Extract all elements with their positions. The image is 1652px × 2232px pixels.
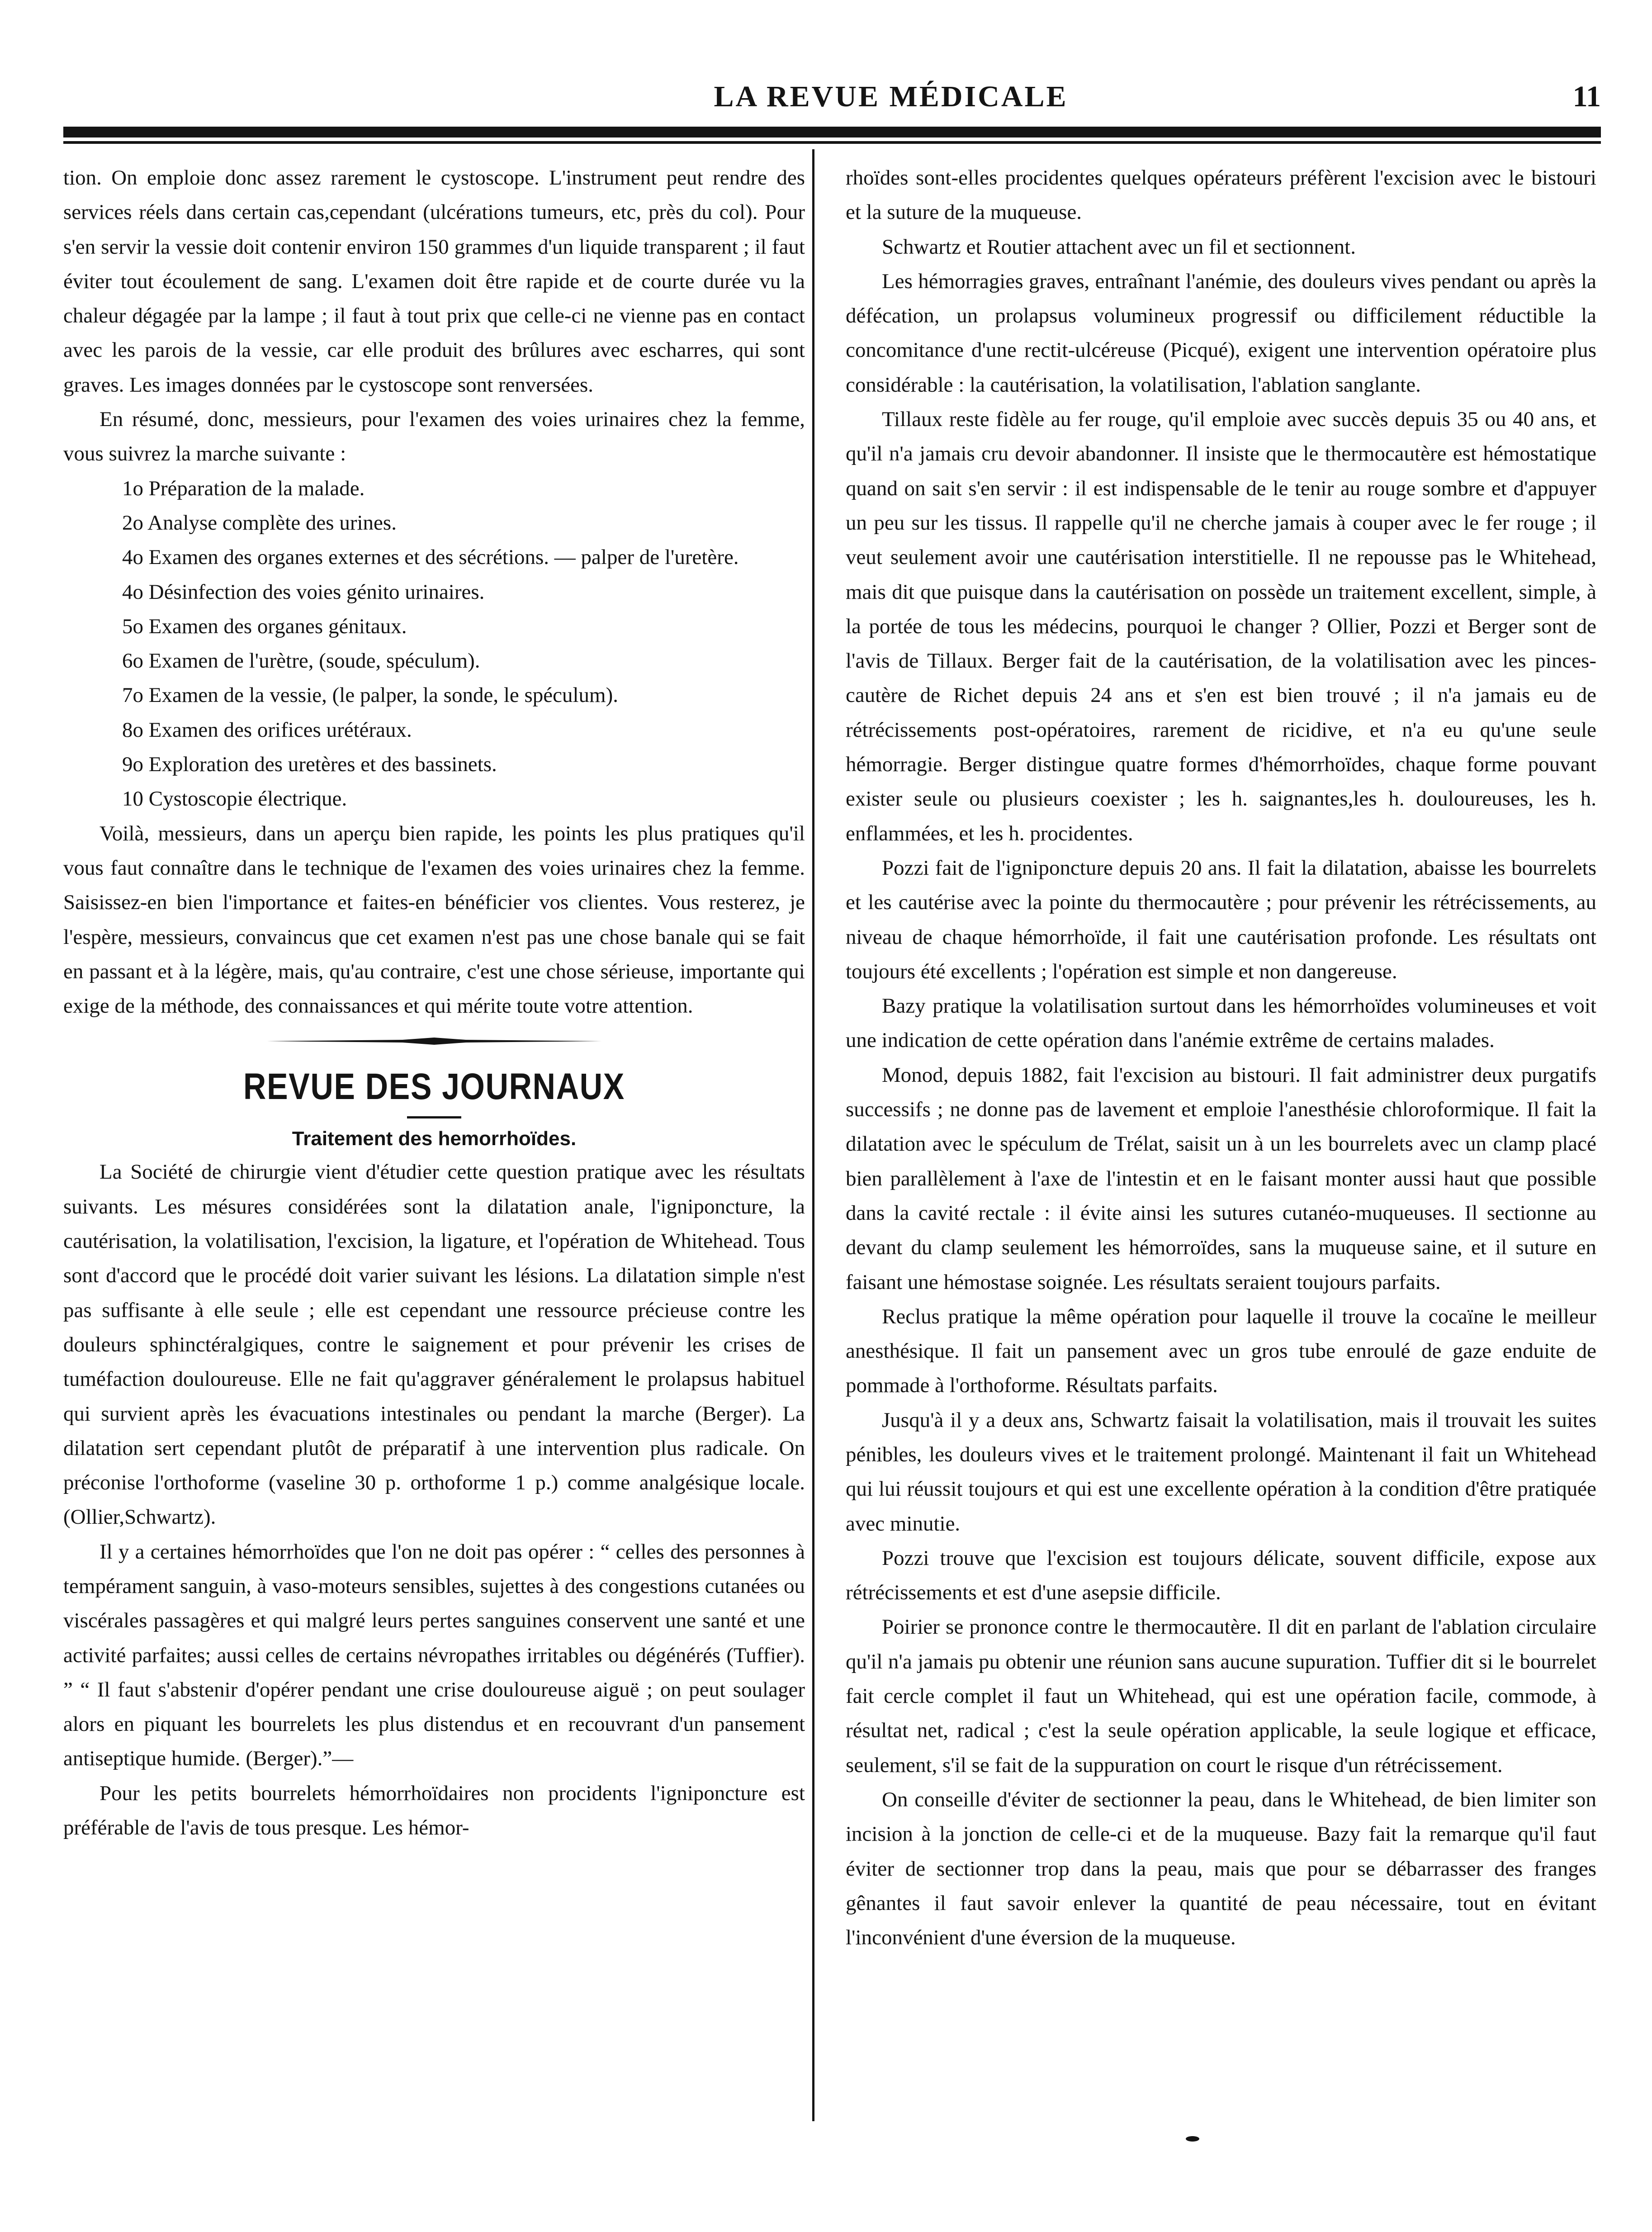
paragraph-tillaux: Tillaux reste fidèle au fer rouge, qu'il emploie avec succès depuis 35 ou 40 ans, et qu'il n'a jamais cru devoir abandonner. Il insiste que le thermocautère est hémostatique quand on sait s'en servir : il est indispensable de le tenir au rouge sombre et d'appuyer un peu sur les tissus. Il rappelle qu'il ne cherche jamais à couper avec le fer rouge ; il veut seulement avoir une cautérisation interstitielle. Il ne repousse pas le Whitehead, mais dit que puisque dans la cautérisation on possède un traitement excellent, simple, à la portée de tous les médecins, pourquoi le changer ? Ollier, Pozzi et Berger sont de l'avis de Tillaux. Berger fait de la cautérisation, de la volatilisation avec les pinces-cautère de Richet depuis 24 ans et s'en est bien trouvé ; il n'a jamais eu de rétrécissements post-opératoires, rarement de ricidive, et n'a eu qu'une seule hémorragie. Berger distingue quatre formes d'hémorrhoïdes, chaque forme pouvant exister seule ou plusieurs coexister ; les h. saignantes,les h. douloureuses, les h. enflammées, et les h. procidentes. bbox=[846, 408, 1596, 845]
title-underline bbox=[407, 1116, 461, 1118]
paragraph-poirier: Poirier se prononce contre le thermocautère. Il dit en parlant de l'ablation circulaire qu'il n'a jamais pu obtenir une réunion sans aucune supuration. Tuffier dit si le bourrelet fait cercle complet il faut un Whitehead, qui est une opération facile, commode, à résultat net, radical ; c'est la seule opération applicable, la seule logique et efficace, seulement, s'il se fait de la suppuration on court le risque d'un rétrécissement. bbox=[846, 1615, 1596, 1777]
column-divider bbox=[812, 149, 814, 2121]
right-column bbox=[846, 161, 1596, 1955]
list-item: 4o Désinfection des voies génito urinaires. bbox=[122, 580, 485, 604]
paragraph-societe: La Société de chirurgie vient d'étudier cette question pratique avec les résultats suivants. Les mésures considérées sont la dilatation anale, l'igniponcture, la cautérisation, la volatilisation, l'excision, la ligature, et l'opération de Whitehead. Tous sont d'accord que le procédé doit varier suivant les lésions. La dilatation simple n'est pas suffisante à elle seule ; elle est cependant une ressource précieuse contre les douleurs sphinctéralgiques, contre le saignement et pour prévenir les crises de tuméfaction douloureuse. Elle ne fait qu'aggraver généralement le prolapsus habituel qui survient après les évacuations intestinales ou pendant la marche (Berger). La dilatation sert cependant plutôt de préparatif à une intervention plus radicale. On préconise l'orthoforme (vaseline 30 p. orthoforme 1 p.) comme analgésique locale. (Ollier,Schwartz). bbox=[63, 1160, 805, 1529]
journal-title: LA REVUE MÉDICALE bbox=[714, 80, 1068, 113]
list-item: 9o Exploration des uretères et des bassinets. bbox=[122, 753, 497, 777]
article-subtitle: Traitement des hemorrhoïdes. bbox=[292, 1128, 577, 1150]
paragraph-hemorragies: Les hémorragies graves, entraînant l'anémie, des douleurs vives pendant ou après la défécation, un prolapsus volumineux progressif ou difficilement réductible la concomitance d'une rectit-ulcéreuse (Picqué), exigent une intervention opératoire plus considérable : la cautérisation, la volatilisation, l'ablation sanglante. bbox=[846, 269, 1596, 397]
paragraph-resume: En résumé, donc, messieurs, pour l'examen des voies urinaires chez la femme, vous suivrez la marche suivante : bbox=[63, 408, 805, 466]
list-item: 5o Examen des organes génitaux. bbox=[122, 614, 407, 638]
list-item: 4o Examen des organes externes et des sécrétions. — palper de l'uretère. bbox=[122, 545, 739, 569]
list-item: 8o Examen des orifices urétéraux. bbox=[122, 718, 412, 742]
left-column bbox=[63, 161, 805, 1845]
end-mark-icon bbox=[1185, 2136, 1200, 2142]
paragraph-reclus: Reclus pratique la même opération pour laquelle il trouve la cocaïne le meilleur anesthésique. Il fait un pansement avec un gros tube enroulé de gaze enduite de pommade à l'orthoforme. Résultats parfaits. bbox=[846, 1304, 1596, 1398]
ornament-rule-icon bbox=[267, 1037, 601, 1046]
paragraph-pozzi-excision: Pozzi trouve que l'excision est toujours délicate, souvent difficile, expose aux rétrécissements et est d'une asepsie difficile. bbox=[846, 1546, 1596, 1605]
paragraph-pozzi: Pozzi fait de l'igniponcture depuis 20 ans. Il fait la dilatation, abaisse les bourrelets et les cautérise avec la pointe du thermocautère ; pour prévenir les rétrécissements, au niveau de chaque hémorrhoïde, il fait une cautérisation profonde. Les résultats ont toujours été excellents ; l'opération est simple et non dangereuse. bbox=[846, 856, 1596, 983]
paragraph-igniponcture: Pour les petits bourrelets hémorrhoïdaires non procidents l'igniponcture est préférable de l'avis de tous presque. Les hémor- bbox=[63, 1781, 805, 1840]
paragraph-contraindications: Il y a certaines hémorrhoïdes que l'on ne doit pas opérer : “ celles des personnes à tempérament sanguin, à vaso-moteurs sensibles, sujettes à des congestions cutanées ou viscérales passagères et qui malgré leurs pertes sanguines conservent une santé et une activité parfaites; aussi celles de certains névropathes irritables ou dégénérés (Tuffier). ” “ Il faut s'abstenir d'opérer pendant une crise douloureuse aiguë ; on peut soulager alors en piquant les bourrelets les plus distendus et en recouvrant d'un pansement antiseptique humide. (Berger).”— bbox=[63, 1540, 805, 1771]
list-item: 6o Examen de l'urètre, (soude, spéculum). bbox=[122, 649, 480, 673]
list-item: 1o Préparation de la malade. bbox=[122, 476, 365, 500]
header-rule-thin bbox=[63, 141, 1601, 144]
paragraph-conseille: On conseille d'éviter de sectionner la peau, dans le Whitehead, de bien limiter son incision à la jonction de celle-ci et de la muqueuse. Bazy fait la remarque qu'il faut éviter de sectionner trop dans la peau, mais que pour se débarrasser des franges gênantes il faut savoir enlever la quantité de peau nécessaire, tout en évitant l'inconvénient d'une éversion de la muqueuse. bbox=[846, 1787, 1596, 1950]
list-item: 2o Analyse complète des urines. bbox=[122, 511, 397, 535]
paragraph-schwartz: Schwartz et Routier attachent avec un fil et sectionnent. bbox=[882, 235, 1356, 259]
section-title: REVUE DES JOURNAUX bbox=[243, 1066, 625, 1108]
paragraph-bazy: Bazy pratique la volatilisation surtout dans les hémorrhoïdes volumineuses et voit une indication de cette opération dans l'anémie extrême de certains malades. bbox=[846, 994, 1596, 1052]
section-ornament bbox=[63, 1023, 805, 1057]
list-item: 7o Examen de la vessie, (le palper, la sonde, le spéculum). bbox=[122, 683, 619, 707]
paragraph-monod: Monod, depuis 1882, fait l'excision au bistouri. Il fait administrer deux purgatifs successifs ; ne donne pas de lavement et emploie l'anesthésie chloroformique. Il fait la dilatation avec le spéculum de Trélat, saisit un à un les bourrelets avec un clamp placé bien parallèlement à l'axe de l'intestin et en le faisant monter aussi haut que possible dans la cavité rectale : il évite ainsi les sutures cutanéo-muqueuses. Il sectionne au devant du clamp seulement les hémorroïdes, sans la muqueuse saine, et il suture en faisant une hémostase soignée. Les résultats seraient toujours parfaits. bbox=[846, 1063, 1596, 1294]
paragraph-conclusion: Voilà, messieurs, dans un aperçu bien rapide, les points les plus pratiques qu'il vous faut connaître dans le technique de l'examen des voies urinaires chez la femme. Saisissez-en bien l'importance et faites-en bénéficier vos clientes. Vous resterez, je l'espère, messieurs, convaincus que cet examen n'est pas une chose banale qui se fait en passant et à la légère, mais, qu'au contraire, c'est une chose sérieuse, importante qui exige de la méthode, des connaissances et qui mérite toute votre attention. bbox=[63, 821, 805, 1018]
paragraph-continuation: rhoïdes sont-elles procidentes quelques opérateurs préfèrent l'excision avec le bistouri et la suture de la muqueuse. bbox=[846, 166, 1596, 224]
paragraph-cystoscope: tion. On emploie donc assez rarement le cystoscope. L'instrument peut rendre des services réels dans certain cas,cependant (ulcérations tumeurs, etc, près du col). Pour s'en servir la vessie doit contenir environ 150 grammes d'un liquide transparent ; il faut éviter tout écoulement de sang. L'examen doit être rapide et de courte durée vu la chaleur dégagée par la lampe ; il faut à tout prix que celle-ci ne vienne pas en contact avec les parois de la vessie, car elle produit des brûlures avec escharres, qui sont graves. Les images données par le cystoscope sont renversées. bbox=[63, 166, 805, 397]
header-rule-thick bbox=[63, 127, 1601, 137]
page-header bbox=[63, 68, 1601, 127]
page-number: 11 bbox=[1572, 80, 1601, 113]
paragraph-schwartz-whitehead: Jusqu'à il y a deux ans, Schwartz faisait la volatilisation, mais il trouvait les suites pénibles, les douleurs vives et le traitement prolongé. Maintenant il fait un Whitehead qui lui réussit toujours et qui est une excellente opération à la condition d'être pratiquée avec minutie. bbox=[846, 1408, 1596, 1535]
list-item: 10 Cystoscopie électrique. bbox=[122, 787, 347, 811]
examination-steps-list bbox=[63, 471, 805, 816]
